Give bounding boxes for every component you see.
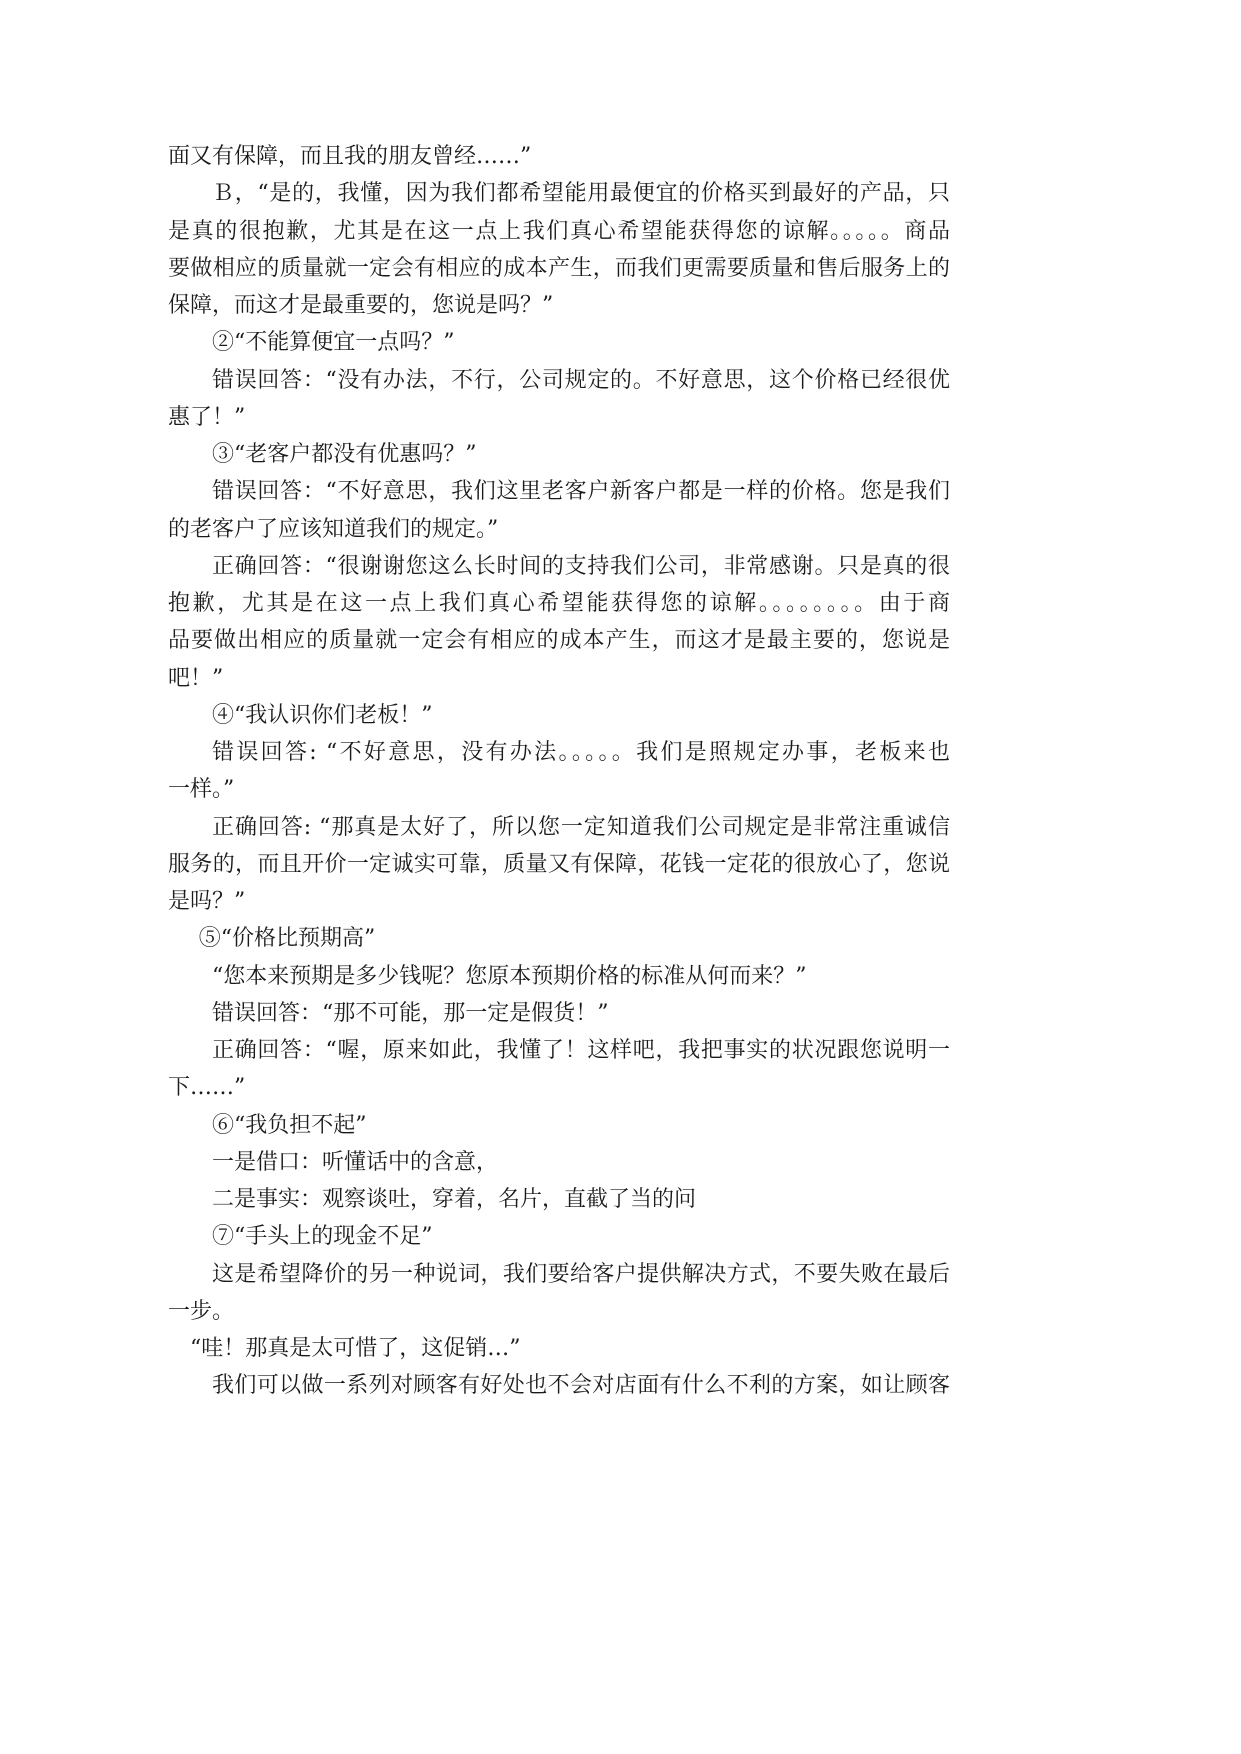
text-line: 错误回答：“那不可能，那一定是假货！”	[212, 1000, 609, 1026]
text-line: 服务的，而且开价一定诚实可靠，质量又有保障，花钱一定花的很放心了，您说	[168, 851, 950, 877]
text-line: 保障，而这才是最重要的，您说是吗？”	[168, 293, 554, 318]
body-text	[168, 138, 950, 1405]
text-line: 正确回答：“很谢谢您这么长时间的支持我们公司，非常感谢。只是真的很	[212, 553, 950, 579]
text-line: 抱歉，尤其是在这一点上我们真心希望能获得您的谅解。。。。。。。。由于商	[168, 591, 950, 616]
text-line: 惠了！”	[168, 404, 246, 430]
text-line: 的老客户了应该知道我们的规定。”	[168, 516, 499, 542]
text-line: 正确回答：“喔，原来如此，我懂了！这样吧，我把事实的状况跟您说明一	[212, 1038, 950, 1063]
text-line: 要做相应的质量就一定会有相应的成本产生，而我们更需要质量和售后服务上的	[168, 255, 950, 281]
text-line: 是真的很抱歉，尤其是在这一点上我们真心希望能获得您的谅解。。。。。商品	[168, 218, 950, 244]
text-line: 我们可以做一系列对顾客有好处也不会对店面有什么不利的方案，如让顾客	[212, 1373, 950, 1399]
text-line: 二是事实：观察谈吐，穿着，名片，直截了当的问	[212, 1187, 697, 1212]
text-line: Ｂ，“是的，我懂，因为我们都希望能用最便宜的价格买到最好的产品，只	[212, 181, 950, 207]
text-line: 一步。	[168, 1298, 235, 1324]
text-line: 吧！”	[168, 665, 224, 691]
text-line: 面又有保障，而且我的朋友曾经……”	[168, 144, 532, 169]
question-heading: ⑥“我负担不起”	[212, 1112, 367, 1138]
text-line: 这是希望降价的另一种说词，我们要给客户提供解决方式，不要失败在最后	[212, 1261, 950, 1287]
text-line: 错误回答：“不好意思，我们这里老客户新客户都是一样的价格。您是我们	[212, 479, 950, 505]
text-line: 是吗？”	[168, 889, 246, 914]
text-line: 品要做出相应的质量就一定会有相应的成本产生，而这才是最主要的，您说是	[168, 628, 950, 654]
question-heading: ③“老客户都没有优惠吗？”	[212, 442, 477, 467]
text-line: 错误回答: “不好意思，没有办法。。。。。我们是照规定办事，老板来也	[212, 740, 950, 765]
text-line: “哇！那真是太可惜了，这促销…”	[190, 1336, 521, 1361]
text-line: 下……”	[168, 1075, 246, 1101]
question-heading: ②“不能算便宜一点吗？”	[212, 330, 455, 356]
question-heading: ⑤“价格比预期高”	[198, 926, 376, 952]
text-line: 错误回答：“没有办法，不行，公司规定的。不好意思，这个价格已经很优	[212, 367, 950, 393]
text-line: “您本来预期是多少钱呢？您原本预期价格的标准从何而来？”	[212, 963, 807, 989]
text-line: 一样。”	[168, 777, 235, 803]
text-line: 一是借口：听懂话中的含意，	[212, 1149, 499, 1175]
question-heading: ⑦“手头上的现金不足”	[212, 1224, 433, 1250]
text-line: 正确回答: “那真是太好了，所以您一定知道我们公司规定是非常注重诚信	[212, 814, 950, 840]
question-heading: ④“我认识你们老板！”	[212, 702, 433, 728]
